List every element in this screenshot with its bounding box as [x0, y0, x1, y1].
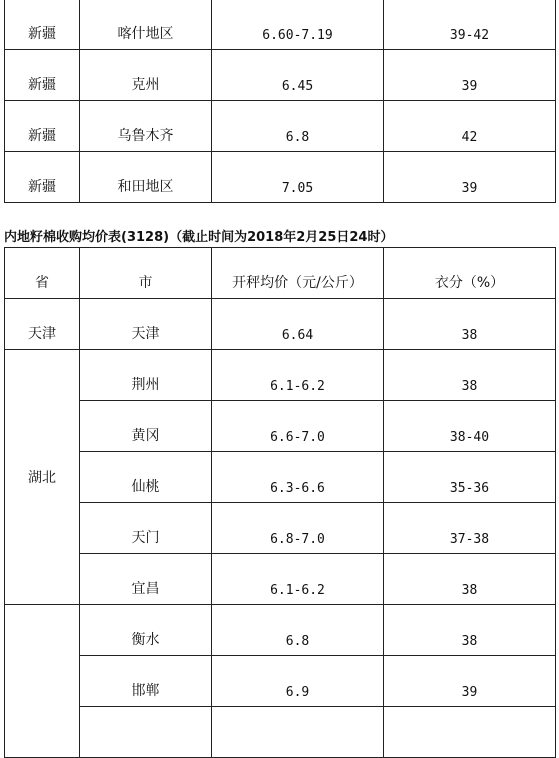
lint-cell: 38	[384, 350, 556, 401]
table-row	[5, 0, 556, 50]
price-cell: 6.8-7.0	[212, 503, 384, 554]
table-row	[5, 503, 556, 554]
inland-price-table	[4, 247, 556, 758]
province-cell: 新疆	[5, 152, 80, 203]
header-province: 省	[5, 248, 80, 299]
province-cell: 天津	[5, 299, 80, 350]
price-cell: 6.64	[212, 299, 384, 350]
city-cell: 天门	[80, 503, 212, 554]
table-row	[5, 299, 556, 350]
price-cell	[212, 707, 384, 758]
table-row	[5, 554, 556, 605]
province-cell-empty	[5, 605, 80, 758]
lint-cell: 39	[384, 50, 556, 101]
header-lint: 衣分（%）	[384, 248, 556, 299]
table-row	[5, 707, 556, 758]
header-city: 市	[80, 248, 212, 299]
city-cell: 邯郸	[80, 656, 212, 707]
lint-cell: 38	[384, 299, 556, 350]
city-cell: 天津	[80, 299, 212, 350]
city-cell: 宜昌	[80, 554, 212, 605]
table-row	[5, 605, 556, 656]
price-cell: 6.8	[212, 605, 384, 656]
province-cell: 新疆	[5, 101, 80, 152]
city-cell: 乌鲁木齐	[80, 101, 212, 152]
city-cell: 荆州	[80, 350, 212, 401]
table-row	[5, 401, 556, 452]
header-price: 开秤均价（元/公斤）	[212, 248, 384, 299]
price-cell: 6.6-7.0	[212, 401, 384, 452]
price-cell: 6.45	[212, 50, 384, 101]
city-cell: 衡水	[80, 605, 212, 656]
lint-cell: 35-36	[384, 452, 556, 503]
table-row	[5, 50, 556, 101]
table-row	[5, 350, 556, 401]
lint-cell: 38	[384, 554, 556, 605]
table-caption: 内地籽棉收购均价表(3128)（截止时间为2018年2月25日24时）	[4, 230, 394, 245]
lint-cell	[384, 707, 556, 758]
price-cell: 6.8	[212, 101, 384, 152]
city-cell: 黄冈	[80, 401, 212, 452]
table-row	[5, 152, 556, 203]
city-cell	[80, 707, 212, 758]
table-row	[5, 101, 556, 152]
price-cell: 6.9	[212, 656, 384, 707]
price-cell: 6.1-6.2	[212, 554, 384, 605]
xinjiang-price-table	[4, 0, 556, 203]
table-row	[5, 452, 556, 503]
city-cell: 喀什地区	[80, 0, 212, 50]
city-cell: 克州	[80, 50, 212, 101]
lint-cell: 42	[384, 101, 556, 152]
city-cell: 和田地区	[80, 152, 212, 203]
lint-cell: 38-40	[384, 401, 556, 452]
province-cell-hubei: 湖北	[5, 350, 80, 605]
province-cell: 新疆	[5, 50, 80, 101]
price-cell: 6.1-6.2	[212, 350, 384, 401]
header-row	[5, 248, 556, 299]
city-cell: 仙桃	[80, 452, 212, 503]
province-cell: 新疆	[5, 0, 80, 50]
lint-cell: 37-38	[384, 503, 556, 554]
table-row	[5, 656, 556, 707]
lint-cell: 39	[384, 152, 556, 203]
lint-cell: 39-42	[384, 0, 556, 50]
price-cell: 6.60-7.19	[212, 0, 384, 50]
lint-cell: 38	[384, 605, 556, 656]
price-cell: 6.3-6.6	[212, 452, 384, 503]
price-cell: 7.05	[212, 152, 384, 203]
lint-cell: 39	[384, 656, 556, 707]
